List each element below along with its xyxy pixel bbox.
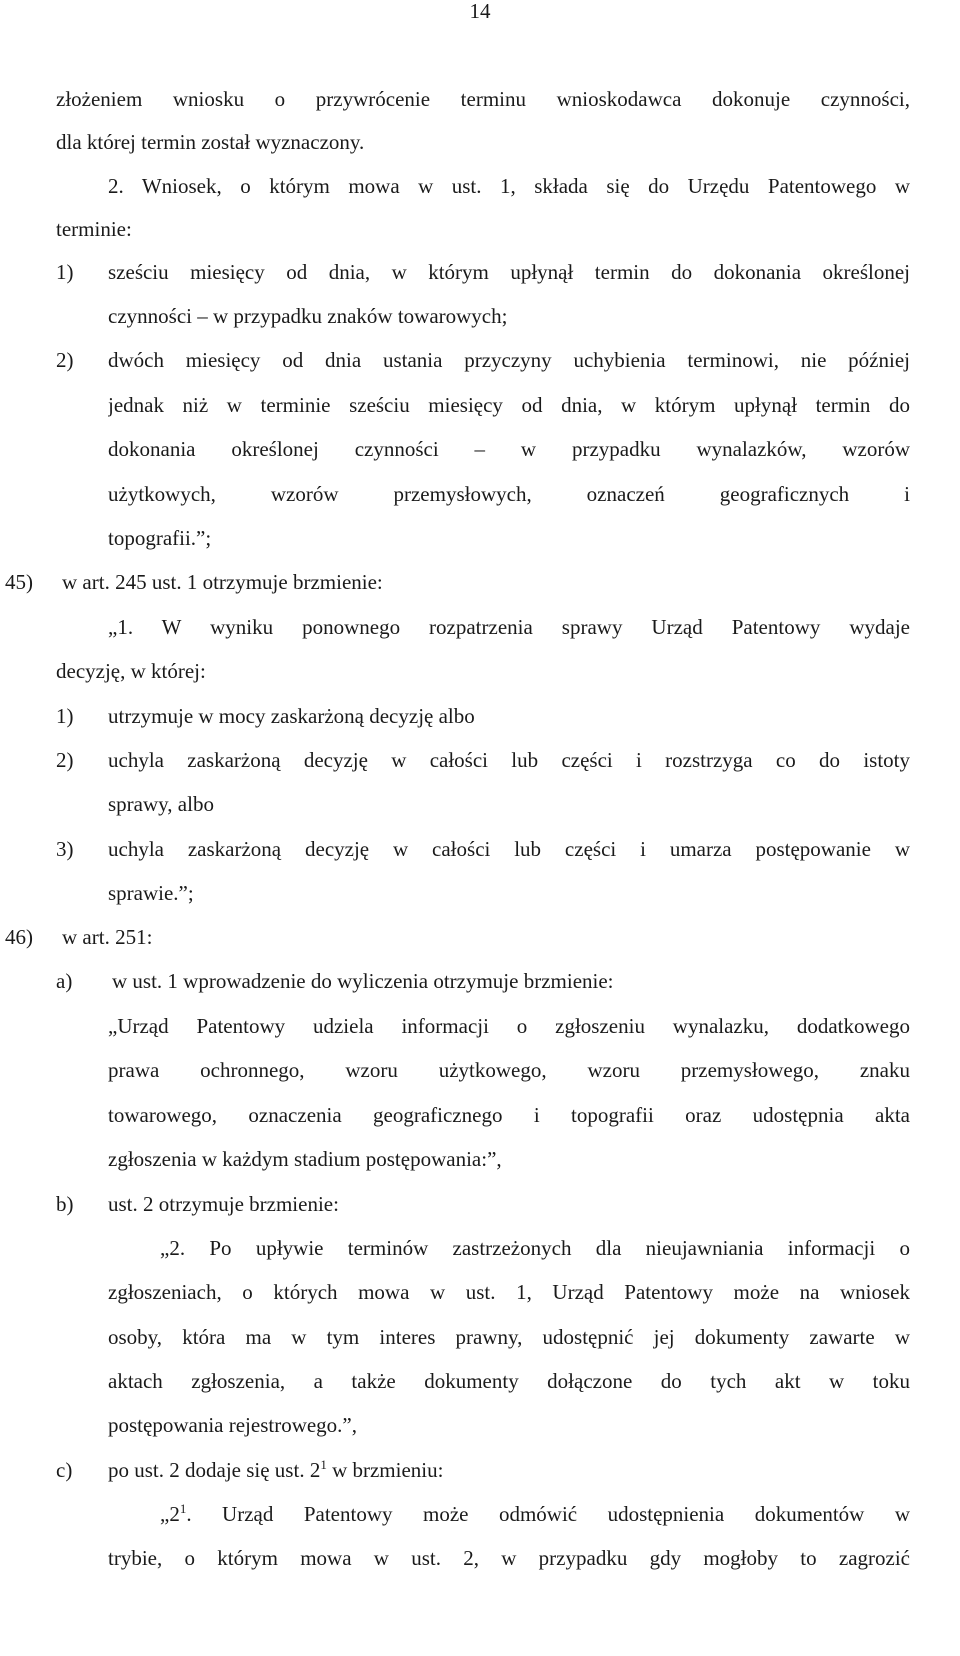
list-marker: 46) bbox=[5, 925, 33, 949]
text-line bbox=[0, 612, 960, 642]
text-line bbox=[0, 1277, 960, 1307]
text-line bbox=[0, 523, 960, 553]
text-line bbox=[0, 434, 960, 464]
list-marker: 1) bbox=[56, 704, 74, 728]
text-part: . Urząd Patentowy może odmówić udostępnienia dokumentów w bbox=[186, 1502, 910, 1526]
list-marker: c) bbox=[56, 1458, 73, 1482]
text bbox=[108, 1455, 443, 1485]
list-item bbox=[0, 745, 960, 775]
text: decyzję, w której: bbox=[56, 659, 206, 683]
text-line bbox=[0, 656, 960, 686]
list-item bbox=[0, 834, 960, 864]
list-item bbox=[0, 922, 960, 952]
text: aktach zgłoszenia, a także dokumenty dołączone do tych akt w toku bbox=[108, 1369, 910, 1393]
text: utrzymuje w mocy zaskarżoną decyzję albo bbox=[108, 704, 475, 728]
text: dwóch miesięcy od dnia ustania przyczyny uchybienia terminowi, nie później bbox=[108, 348, 910, 372]
list-item bbox=[0, 966, 960, 996]
list-marker: 1) bbox=[56, 260, 74, 284]
text-line bbox=[0, 84, 960, 114]
list-item bbox=[0, 257, 960, 287]
text: zgłoszenia w każdym stadium postępowania:”, bbox=[108, 1147, 502, 1171]
list-marker: a) bbox=[56, 969, 73, 993]
text-line bbox=[0, 1233, 960, 1263]
text: topografii.”; bbox=[108, 526, 212, 550]
text-line bbox=[0, 214, 960, 244]
text: terminie: bbox=[56, 217, 132, 241]
text-line bbox=[0, 1055, 960, 1085]
list-marker: b) bbox=[56, 1192, 74, 1216]
text-line bbox=[0, 1410, 960, 1440]
text-line bbox=[0, 1100, 960, 1130]
list-item bbox=[0, 567, 960, 597]
text: jednak niż w terminie sześciu miesięcy od dnia, w którym upłynął termin do bbox=[108, 393, 910, 417]
text: w ust. 1 wprowadzenie do wyliczenia otrzymuje brzmienie: bbox=[112, 969, 614, 993]
text: ust. 2 otrzymuje brzmienie: bbox=[108, 1192, 339, 1216]
text-line bbox=[0, 1366, 960, 1396]
text: złożeniem wniosku o przywrócenie terminu wnioskodawca dokonuje czynności, bbox=[56, 87, 910, 111]
text-line bbox=[0, 789, 960, 819]
text-line bbox=[0, 1499, 960, 1529]
text: towarowego, oznaczenia geograficznego i topografii oraz udostępnia akta bbox=[108, 1103, 910, 1127]
text: postępowania rejestrowego.”, bbox=[108, 1413, 357, 1437]
list-item bbox=[0, 345, 960, 375]
text-line bbox=[0, 1322, 960, 1352]
text: użytkowych, wzorów przemysłowych, oznaczeń geograficznych i bbox=[108, 482, 910, 506]
text: sześciu miesięcy od dnia, w którym upłynął termin do dokonania określonej bbox=[108, 260, 910, 284]
text-line bbox=[0, 171, 960, 201]
superscript: 1 bbox=[320, 1457, 327, 1472]
text: w art. 245 ust. 1 otrzymuje brzmienie: bbox=[62, 570, 383, 594]
text-line bbox=[0, 1011, 960, 1041]
text: sprawie.”; bbox=[108, 881, 194, 905]
text: 2. Wniosek, o którym mowa w ust. 1, składa się do Urzędu Patentowego w bbox=[108, 174, 910, 198]
text bbox=[160, 1499, 910, 1529]
text: „1. W wyniku ponownego rozpatrzenia sprawy Urząd Patentowy wydaje bbox=[108, 615, 910, 639]
text: uchyla zaskarżoną decyzję w całości lub części i rozstrzyga co do istoty bbox=[108, 748, 910, 772]
list-item bbox=[0, 1189, 960, 1219]
text-line bbox=[0, 1144, 960, 1174]
text: czynności – w przypadku znaków towarowych; bbox=[108, 304, 508, 328]
page-number: 14 bbox=[469, 0, 491, 23]
list-marker: 2) bbox=[56, 348, 74, 372]
list-marker: 2) bbox=[56, 748, 74, 772]
text: „Urząd Patentowy udziela informacji o zgłoszeniu wynalazku, dodatkowego bbox=[108, 1014, 910, 1038]
text: osoby, która ma w tym interes prawny, udostępnić jej dokumenty zawarte w bbox=[108, 1325, 910, 1349]
list-item bbox=[0, 1455, 960, 1485]
text-part: „2 bbox=[160, 1502, 180, 1526]
text-line bbox=[0, 390, 960, 420]
text: trybie, o którym mowa w ust. 2, w przypadku gdy mogłoby to zagrozić bbox=[108, 1546, 910, 1570]
list-item bbox=[0, 701, 960, 731]
text: dla której termin został wyznaczony. bbox=[56, 130, 365, 154]
list-marker: 45) bbox=[5, 570, 33, 594]
text-line bbox=[0, 301, 960, 331]
text: zgłoszeniach, o których mowa w ust. 1, Urząd Patentowy może na wniosek bbox=[108, 1280, 910, 1304]
text: dokonania określonej czynności – w przypadku wynalazków, wzorów bbox=[108, 437, 910, 461]
text-line bbox=[0, 1543, 960, 1573]
text-line bbox=[0, 479, 960, 509]
text-line bbox=[0, 127, 960, 157]
text: „2. Po upływie terminów zastrzeżonych dla nieujawniania informacji o bbox=[160, 1236, 910, 1260]
list-marker: 3) bbox=[56, 837, 74, 861]
text: sprawy, albo bbox=[108, 792, 214, 816]
text: w art. 251: bbox=[62, 925, 153, 949]
text-part: po ust. 2 dodaje się ust. 2 bbox=[108, 1458, 321, 1482]
text: prawa ochronnego, wzoru użytkowego, wzoru przemysłowego, znaku bbox=[108, 1058, 910, 1082]
text-line bbox=[0, 878, 960, 908]
text-part: w brzmieniu: bbox=[326, 1458, 444, 1482]
text: uchyla zaskarżoną decyzję w całości lub części i umarza postępowanie w bbox=[108, 837, 910, 861]
superscript: 1 bbox=[179, 1501, 187, 1516]
